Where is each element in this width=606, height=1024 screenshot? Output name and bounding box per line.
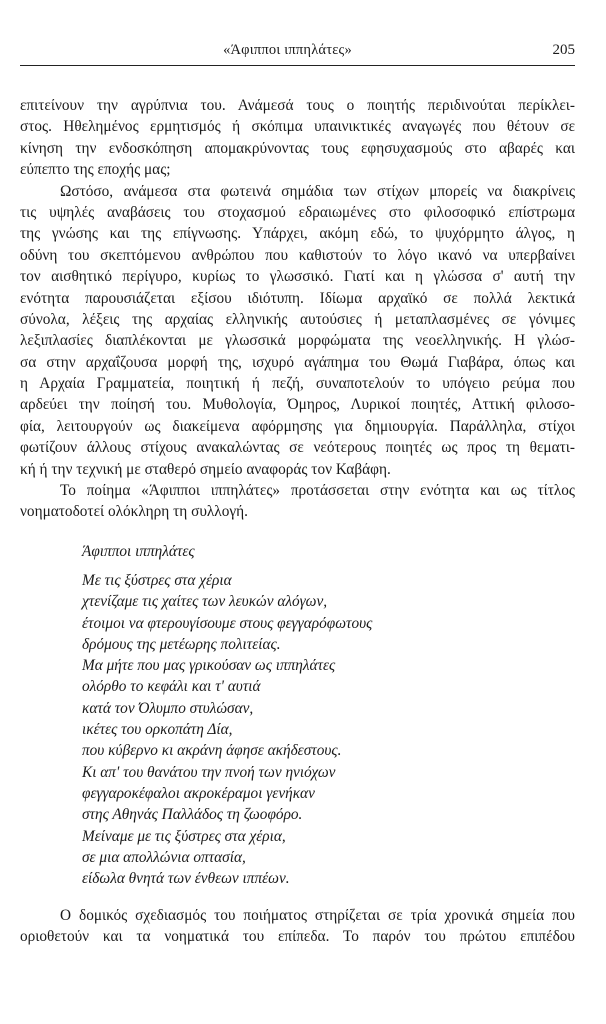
header-rule [20,65,575,66]
text-line: νοηματοδοτεί ολόκληρη τη συλλογή. [20,503,248,521]
text-line: η Αρχαία Γραμματεία, ποιητική ή πεζή, συναποτελούν το υπόγειο ρεύμα που [20,375,575,393]
text-line: της γνώσης και της επίγνωσης. Υπάρχει, ακόμη εδώ, το ψυχόρμητο άλγος, η [20,225,575,243]
text-line: φία, λειτουργούν ως διακείμενα αφόρμησης για δημιουργία. Παράλληλα, στίχοι [20,417,575,435]
poem-line: φεγγαροκέφαλοι ακροκέραμοι γενήκαν [82,784,315,802]
poem-title: Άφιπποι ιππηλάτες [82,543,195,560]
poem-line: Μείναμε με τις ξύστρες στα χέρια, [82,827,286,845]
poem-line: χτενίζαμε τις χαίτες των λευκών αλόγων, [82,593,328,611]
text-line: Το ποίημα «Άφιπποι ιππηλάτες» προτάσσεται στην ενότητα και ως τίτλος [60,482,575,500]
poem-line: που κύβερνο κι ακράνη άφησε ακήδεστους. [82,742,342,760]
poem-line: είδωλα θνητά των ένθεων ιππέων. [82,870,290,888]
text-line: τον αισθητικό περίγυρο, κυρίως το γλωσσικό. Γιατί και η γλώσσα σ' αυτή την [20,268,575,286]
text-line: τις υψηλές αναβάσεις του στοχασμού εδραιωμένες στο φιλοσοφικό επίστρωμα [20,203,575,221]
poem-line: ολόρθο το κεφάλι και τ' αυτιά [82,678,261,696]
poem-line: Με τις ξύστρες στα χέρια [82,572,232,589]
text-line: εύπεπτο της εποχής μας; [20,161,171,179]
text-line: Ωστόσο, ανάμεσα στα φωτεινά σημάδια των στίχων μπορείς να διακρίνεις [60,182,575,200]
closing-paragraph [20,905,575,948]
poem-line: Μα μήτε που μας γρικούσαν ως ιππηλάτες [82,657,336,675]
poem-line: σε μια απολλώνια οπτασία, [82,848,246,866]
running-title: «Άφιπποι ιππηλάτες» [223,42,352,58]
text-line: ενότητα παρουσιάζεται εξίσου ιδιότυπη. Ιδίωμα αρχαϊκό σε πολλά λεκτικά [20,289,575,307]
poem-line: στης Αθηνάς Παλλάδος τη ζωοφόρο. [82,806,303,824]
text-line: κή ή την τεχνική με σταθερό σημείο αναφοράς τον Καβάφη. [20,460,391,478]
poem-line: ικέτες του ορκοπάτη Δία, [82,721,233,739]
poem-line: κατά τον Όλυμπο στυλώσαν, [82,699,254,717]
text-line: Ο δομικός σχεδιασμός του ποιήματος στηρίζεται σε τρία χρονικά σημεία που [60,907,575,924]
poem-line: Κι απ' του θανάτου την πνοή των ηνιόχων [82,763,336,781]
text-line: σύνολα, λέξεις της αρχαίας ελληνικής αυτούσιες ή μεταπλασμένες σε γόνιμες [20,310,575,328]
poem [82,541,562,889]
text-line: αρδεύει την ποίησή του. Μυθολογία, Όμηρος, Λυρικοί ποιητές, Αττική φιλοσο- [20,396,575,414]
text-line: στος. Ηθελημένος ερμητισμός ή σκόπιμα υπαινικτικές αναγωγές που θέτουν σε [20,118,575,136]
page-number: 205 [552,42,575,58]
text-line: λεξιπλασίες διαπλέκονται με γλωσσικά μορφώματα της νεοελληνικής. Η γλώσ- [20,332,575,350]
body-text [20,95,575,523]
text-line: κίνηση την ενδοσκόπηση απομακρύνοντας τους εφησυχασμούς στο αβαρές και [20,139,575,157]
poem-line: δρόμους της μετέωρης πολιτείας. [82,635,281,653]
text-line: σα στην αρχαΐζουσα μορφή της, ισχυρό αγάπημα του Θωμά Γιαβάρα, όπως και [20,353,575,371]
text-line: επιτείνουν την αγρύπνια του. Ανάμεσά τους ο ποιητής περιδινούται περίκλει- [20,97,575,114]
text-line: φωτίζουν άλλους στίχους ανακαλώντας σε νεότερους ποιητές ως προς τη θεματι- [20,439,575,457]
text-line: οδύνη του σκεπτόμενου ανθρώπου που καθιστούν το λόγο ικανό να υπερβαίνει [20,246,575,264]
poem-line: έτοιμοι να φτερουγίσουμε στους φεγγαρόφωτους [82,614,373,632]
running-head [0,42,575,62]
text-line: οριοθετούν και τα νοηματικά του επίπεδα. Το παρόν του πρώτου επιπέδου [20,928,575,946]
